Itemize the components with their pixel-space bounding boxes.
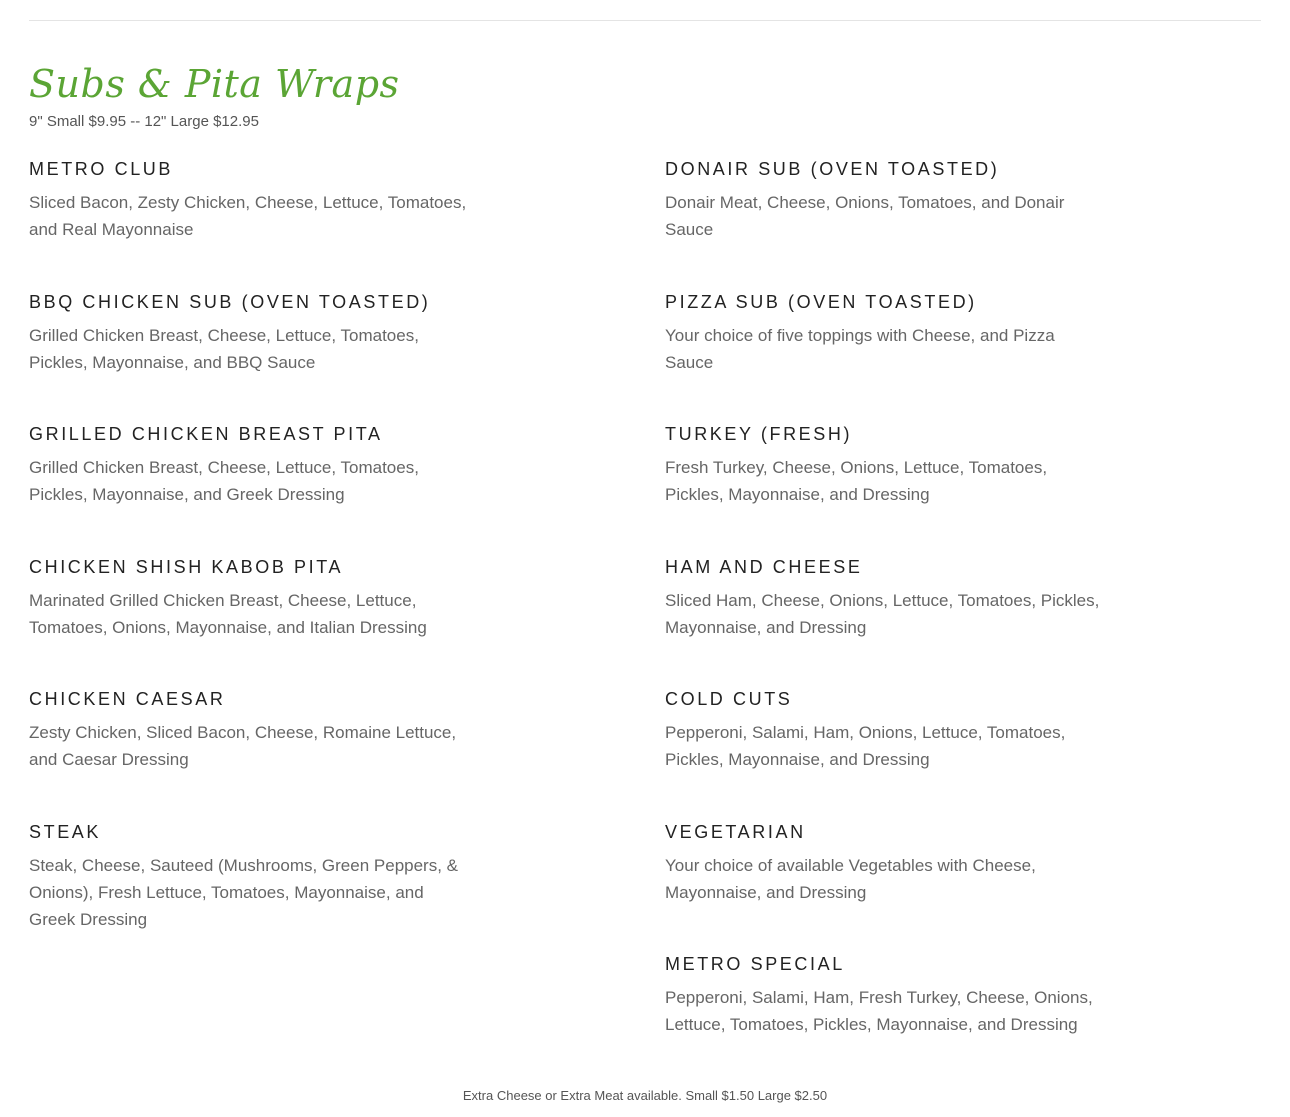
menu-item-description: Fresh Turkey, Cheese, Onions, Lettuce, Tomatoes, Pickles, Mayonnaise, and Dressing [665,458,1048,504]
menu-item-name: BBQ CHICKEN SUB (OVEN TOASTED) [29,292,431,312]
size-price-line: 9" Small $9.95 -- 12" Large $12.95 [29,113,259,130]
menu-item-name: GRILLED CHICKEN BREAST PITA [29,424,383,444]
menu-item [665,820,1105,906]
menu-item [665,555,1105,641]
menu-item [29,422,469,508]
menu-item-name: STEAK [29,822,102,842]
menu-item [29,820,469,933]
menu-item-description: Sliced Bacon, Zesty Chicken, Cheese, Lettuce, Tomatoes, and Real Mayonnaise [29,193,467,239]
menu-item-description: Your choice of five toppings with Cheese, and Pizza Sauce [665,326,1055,372]
menu-item-description: Grilled Chicken Breast, Cheese, Lettuce, Tomatoes, Pickles, Mayonnaise, and Greek Dressing [29,458,419,504]
menu-item [665,290,1105,376]
menu-item-name: COLD CUTS [665,689,793,709]
menu-item-description: Steak, Cheese, Sauteed (Mushrooms, Green Peppers, & Onions), Fresh Lettuce, Tomatoes, Mayonnaise, and Greek Dressing [29,856,459,929]
menu-item-name: CHICKEN SHISH KABOB PITA [29,557,344,577]
menu-item [29,687,469,773]
menu-item-description: Your choice of available Vegetables with Cheese, Mayonnaise, and Dressing [665,856,1036,902]
menu-item-name: PIZZA SUB (OVEN TOASTED) [665,292,977,312]
menu-item-name: CHICKEN CAESAR [29,689,226,709]
extras-note: Extra Cheese or Extra Meat available. Small $1.50 Large $2.50 [462,1088,828,1103]
menu-item [665,687,1105,773]
menu-item-description: Grilled Chicken Breast, Cheese, Lettuce, Tomatoes, Pickles, Mayonnaise, and BBQ Sauce [29,326,419,372]
menu-item-name: DONAIR SUB (OVEN TOASTED) [665,159,1000,179]
menu-item [29,157,469,243]
menu-item [665,952,1105,1038]
menu-item [29,290,469,376]
menu-item-description: Pepperoni, Salami, Ham, Fresh Turkey, Cheese, Onions, Lettuce, Tomatoes, Pickles, Mayonnaise, and Dressing [665,988,1093,1034]
top-divider [29,20,1261,21]
menu-item-name: HAM AND CHEESE [665,557,863,577]
menu-item [665,422,1105,508]
menu-item-description: Zesty Chicken, Sliced Bacon, Cheese, Romaine Lettuce, and Caesar Dressing [29,723,457,769]
menu-item-description: Marinated Grilled Chicken Breast, Cheese, Lettuce, Tomatoes, Onions, Mayonnaise, and Italian Dressing [29,591,427,637]
section-title: Subs & Pita Wraps [29,62,400,106]
menu-item-name: METRO CLUB [29,159,174,179]
menu-item [29,555,469,641]
menu-item-description: Pepperoni, Salami, Ham, Onions, Lettuce, Tomatoes, Pickles, Mayonnaise, and Dressing [665,723,1066,769]
menu-item-description: Sliced Ham, Cheese, Onions, Lettuce, Tomatoes, Pickles, Mayonnaise, and Dressing [665,591,1100,637]
menu-item-name: VEGETARIAN [665,822,806,842]
menu-item-name: TURKEY (FRESH) [665,424,853,444]
menu-item-name: METRO SPECIAL [665,954,845,974]
menu-item [665,157,1105,243]
menu-item-description: Donair Meat, Cheese, Onions, Tomatoes, and Donair Sauce [665,193,1065,239]
